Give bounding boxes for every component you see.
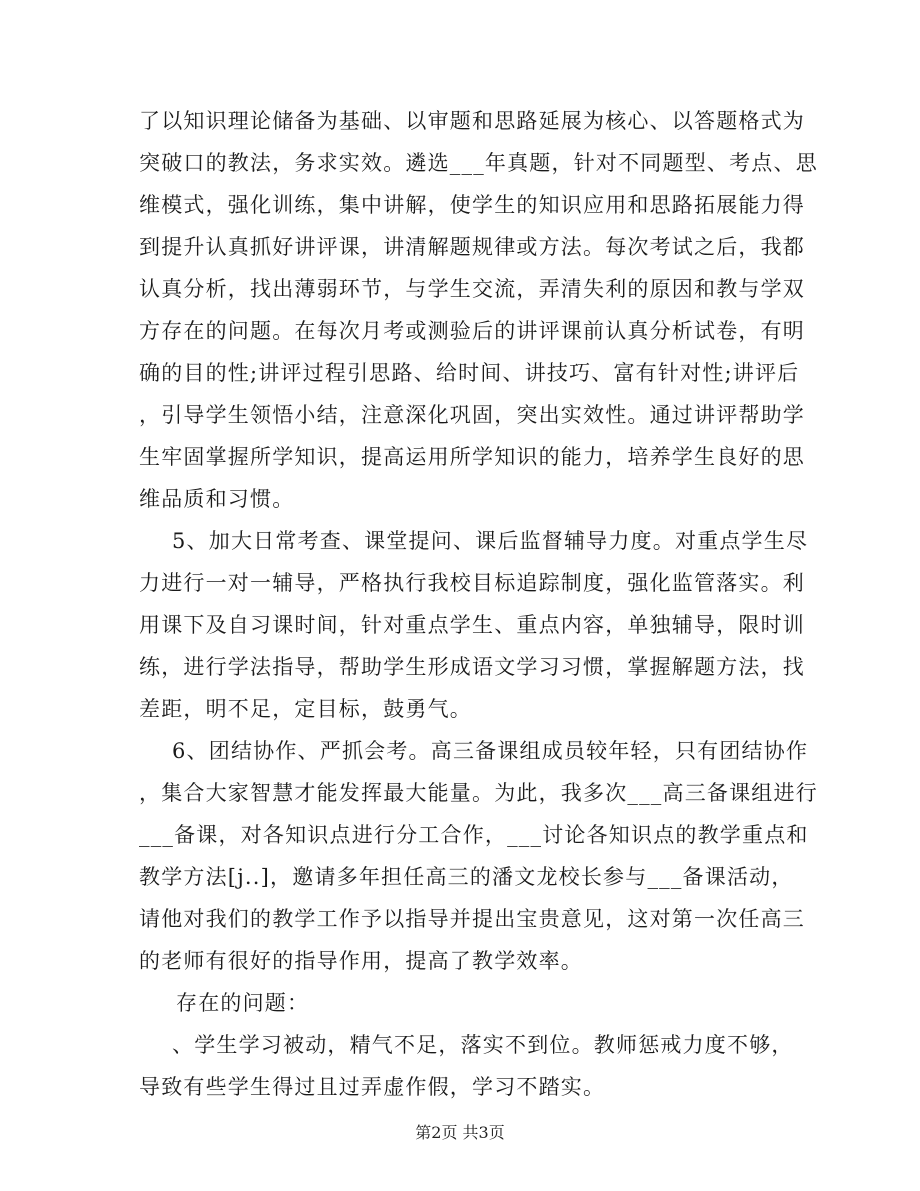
- text-line: 6、团结协作、严抓会考。高三备课组成员较年轻，只有团结协作: [172, 739, 809, 763]
- text-line: 、学生学习被动，精气不足，落实不到位。教师惩戒力度不够，: [172, 1033, 794, 1057]
- text-line: 生牢固掌握所学知识，提高运用所学知识的能力，培养学生良好的思: [139, 445, 805, 469]
- text-line: 差距，明不足，定目标，鼓勇气。: [139, 697, 472, 721]
- text-line: 突破口的教法，务求实效。遴选___年真题，针对不同题型、考点、思: [139, 151, 818, 175]
- text-line: 教学方法[j..]，邀请多年担任高三的潘文龙校长参与___备课活动，: [139, 865, 794, 889]
- text-line: 用课下及自习课时间，针对重点学生、重点内容，单独辅导，限时训: [139, 613, 805, 637]
- text-line: 确的目的性;讲评过程引思路、给时间、讲技巧、富有针对性;讲评后: [139, 361, 800, 385]
- text-line: ，集合大家智慧才能发挥最大能量。为此，我多次___高三备课组进行: [139, 781, 818, 805]
- text-line: 方存在的问题。在每次月考或测验后的讲评课前认真分析试卷，有明: [139, 319, 805, 343]
- text-line: 请他对我们的教学工作予以指导并提出宝贵意见，这对第一次任高三: [139, 907, 805, 931]
- text-line: ___备课，对各知识点进行分工合作，___讨论各知识点的教学重点和: [139, 823, 809, 847]
- text-line: 维模式，强化训练，集中讲解，使学生的知识应用和思路拓展能力得: [139, 193, 805, 217]
- section-heading: 存在的问题：: [176, 991, 310, 1015]
- page-number-footer: 第2页 共3页: [415, 1123, 505, 1142]
- text-line: ，引导学生领悟小结，注意深化巩固，突出实效性。通过讲评帮助学: [139, 403, 805, 427]
- text-line: 力进行一对一辅导，严格执行我校目标追踪制度，强化监管落实。利: [139, 571, 805, 595]
- text-line: 认真分析，找出薄弱环节，与学生交流，弄清失利的原因和教与学双: [139, 277, 805, 301]
- text-line: 维品质和习惯。: [139, 487, 295, 511]
- text-line: 的老师有很好的指导作用，提高了教学效率。: [139, 949, 583, 973]
- text-line: 到提升认真抓好讲评课，讲清解题规律或方法。每次考试之后，我都: [139, 235, 805, 259]
- text-line: 了以知识理论储备为基础、以审题和思路延展为核心、以答题格式为: [139, 109, 805, 133]
- text-line: 导致有些学生得过且过弄虚作假，学习不踏实。: [139, 1075, 606, 1099]
- text-line: 5、加大日常考查、课堂提问、课后监督辅导力度。对重点学生尽: [172, 529, 809, 553]
- text-line: 练，进行学法指导，帮助学生形成语文学习习惯，掌握解题方法，找: [139, 655, 805, 679]
